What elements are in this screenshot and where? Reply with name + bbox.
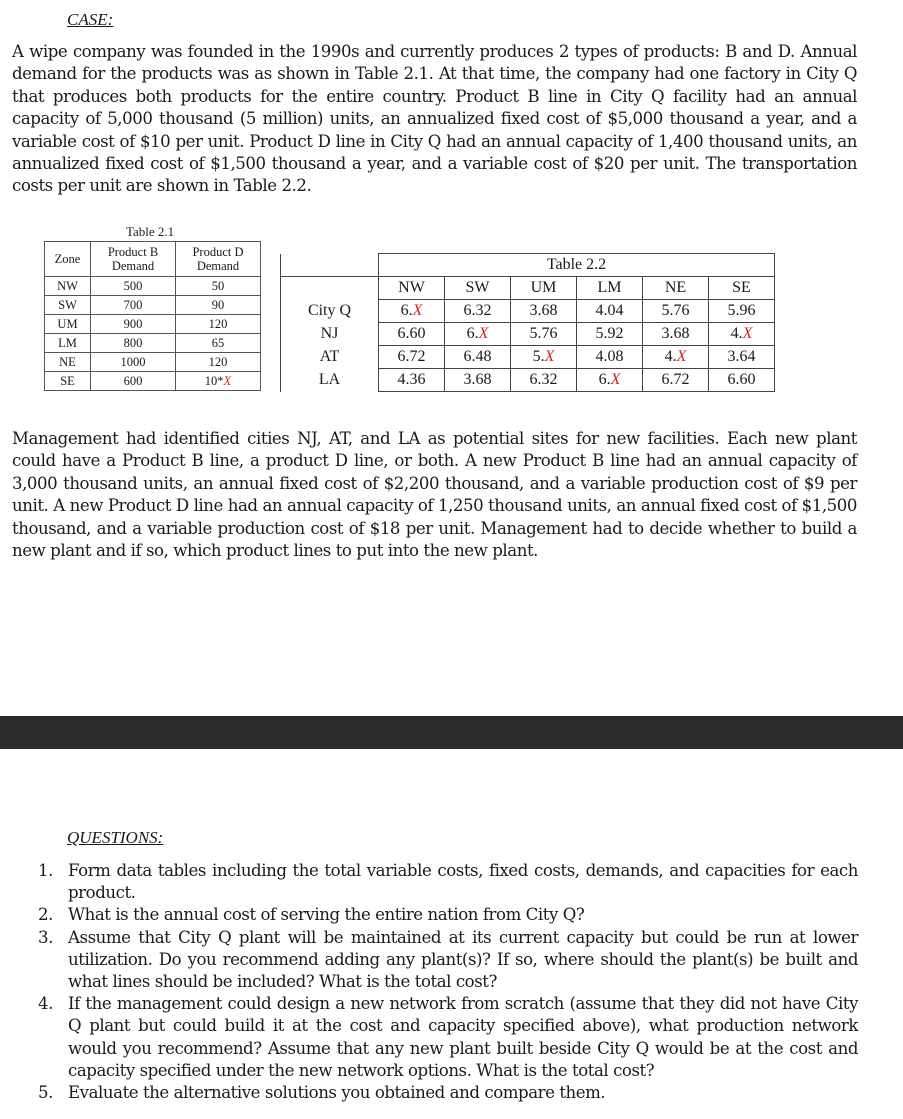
question-item [38, 860, 858, 904]
case-heading: CASE: [67, 10, 114, 29]
questions-heading: QUESTIONS: [67, 828, 164, 847]
zone-column-header: SW [445, 277, 511, 300]
site-label: AT [281, 346, 379, 369]
transport-cost-cell: 4.08 [577, 346, 643, 369]
transport-cost-cell: 5.76 [511, 323, 577, 346]
zone-cell: NE [45, 353, 91, 372]
transport-cost-cell: 6.32 [445, 300, 511, 323]
zone-cell: NW [45, 277, 91, 296]
unknown-digit-marker: X [412, 302, 423, 319]
transport-cost-cell: 3.68 [511, 300, 577, 323]
questions-list [38, 860, 858, 1104]
question-number: 1. [38, 861, 53, 880]
transport-cost-cell: 4.36 [379, 369, 445, 392]
site-label: LA [281, 369, 379, 392]
product-d-demand-cell: 65 [176, 334, 261, 353]
question-text: If the management could design a new network from scratch (assume that they did not have City Q plant but could build it at the cost and capacity specified above), what production network would you recommend? Assume that any new plant built beside City Q would be at the cost and capacity specified under the new network options. What is the total cost? [68, 994, 858, 1080]
question-item [38, 993, 858, 1082]
product-d-demand-cell: 50 [176, 277, 261, 296]
question-number: 2. [38, 905, 53, 925]
product-d-demand-cell: 120 [176, 315, 261, 334]
table-2-2-caption: Table 2.2 [379, 254, 775, 277]
product-b-demand-cell: 800 [91, 334, 176, 353]
question-number: 3. [38, 927, 53, 947]
unknown-digit-marker: X [223, 374, 232, 388]
table-row [281, 346, 775, 369]
site-label: NJ [281, 323, 379, 346]
table-row [45, 353, 261, 372]
question-number: 4. [38, 994, 53, 1014]
product-d-demand-cell: 10*X [176, 372, 261, 391]
management-paragraph: Management had identified cities NJ, AT, and LA as potential sites for new facilities. Each new plant could have a Product B line, a product D line, or both. A new Product B line had an annual capacity of 3,000 thousand units, an annual fixed cost of $2,200 thousand, and a variable production cost of $9 per unit. A new Product D line had an annual capacity of 1,250 thousand units, an annual fixed cost of $1,500 thousand, and a variable production cost of $18 per unit. Management had to decide whether to build a new plant and if so, which product lines to put into the new plant. [12, 429, 857, 561]
transport-cost-cell: 5.76 [643, 300, 709, 323]
transport-cost-cell: 6.48 [445, 346, 511, 369]
table-2-1-header: Zone [45, 242, 91, 277]
transport-cost-cell: 3.68 [445, 369, 511, 392]
zone-column-header: SE [709, 277, 775, 300]
transport-cost-cell: 6.X [577, 369, 643, 392]
transport-cost-cell: 6.X [445, 323, 511, 346]
transport-cost-cell: 5.96 [709, 300, 775, 323]
product-b-demand-cell: 900 [91, 315, 176, 334]
question-item [38, 1082, 858, 1104]
unknown-digit-marker: X [742, 325, 753, 342]
question-text: Form data tables including the total variable costs, fixed costs, demands, and capacities for each product. [68, 861, 858, 903]
question-text: What is the annual cost of serving the entire nation from City Q? [68, 905, 585, 925]
question-number: 5. [38, 1083, 53, 1103]
table-row [281, 300, 775, 323]
table-row [281, 323, 775, 346]
transport-cost-cell: 6.X [379, 300, 445, 323]
transport-cost-cell: 6.60 [709, 369, 775, 392]
transport-cost-cell: 4.X [643, 346, 709, 369]
question-text: Assume that City Q plant will be maintained at its current capacity but could be run at lower utilization. Do you recommend adding any plant(s)? If so, where should the plant(s) be built and what lines should be included? What is the total cost? [68, 927, 858, 992]
transport-cost-cell: 6.60 [379, 323, 445, 346]
table-row [281, 369, 775, 392]
product-b-demand-cell: 500 [91, 277, 176, 296]
unknown-digit-marker: X [676, 348, 687, 365]
table-row [45, 315, 261, 334]
table-2-1-header: Product D Demand [176, 242, 261, 277]
case-intro-paragraph: A wipe company was founded in the 1990s and currently produces 2 types of products: B and D. Annual demand for the products was as shown in Table 2.1. At that time, the company had one factory in City Q that produces both products for the entire country. Product B line in City Q facility had an annual capacity of 5,000 thousand (5 million) units, an annualized fixed cost of $5,000 thousand a year, and a variable cost of $10 per unit. Product D line in City Q had an annual capacity of 1,400 thousand units, an annualized fixed cost of $1,500 thousand a year, and a variable cost of $20 per unit. The transportation costs per unit are shown in Table 2.2. [12, 42, 857, 196]
zone-column-header: UM [511, 277, 577, 300]
zone-cell: SE [45, 372, 91, 391]
table-2-1-header: Product B Demand [91, 242, 176, 277]
table-row [45, 277, 261, 296]
zone-column-header: NW [379, 277, 445, 300]
transport-cost-cell: 6.32 [511, 369, 577, 392]
question-text: Evaluate the alternative solutions you obtained and compare them. [68, 1083, 606, 1103]
product-b-demand-cell: 700 [91, 296, 176, 315]
transport-cost-cell: 6.72 [379, 346, 445, 369]
zone-cell: UM [45, 315, 91, 334]
unknown-digit-marker: X [478, 325, 489, 342]
table-2-1-caption: Table 2.1 [126, 224, 175, 239]
product-d-demand-cell: 120 [176, 353, 261, 372]
unknown-digit-marker: X [544, 348, 555, 365]
product-d-demand-cell: 90 [176, 296, 261, 315]
zone-column-header: NE [643, 277, 709, 300]
transport-cost-cell: 4.X [709, 323, 775, 346]
table-row [45, 334, 261, 353]
transport-cost-cell: 5.92 [577, 323, 643, 346]
table-row [45, 296, 261, 315]
zone-column-header: LM [577, 277, 643, 300]
table-row [45, 372, 261, 391]
transport-cost-cell: 6.72 [643, 369, 709, 392]
product-b-demand-cell: 600 [91, 372, 176, 391]
zone-cell: SW [45, 296, 91, 315]
divider-bar [0, 716, 903, 749]
transport-cost-cell: 5.X [511, 346, 577, 369]
question-item [38, 904, 858, 926]
product-b-demand-cell: 1000 [91, 353, 176, 372]
unknown-digit-marker: X [610, 371, 621, 388]
transport-cost-cell: 3.64 [709, 346, 775, 369]
site-label: City Q [281, 300, 379, 323]
transport-cost-cell: 4.04 [577, 300, 643, 323]
table-2-2 [280, 253, 775, 392]
question-item [38, 927, 858, 994]
transport-cost-cell: 3.68 [643, 323, 709, 346]
zone-cell: LM [45, 334, 91, 353]
table-2-1 [44, 241, 261, 391]
